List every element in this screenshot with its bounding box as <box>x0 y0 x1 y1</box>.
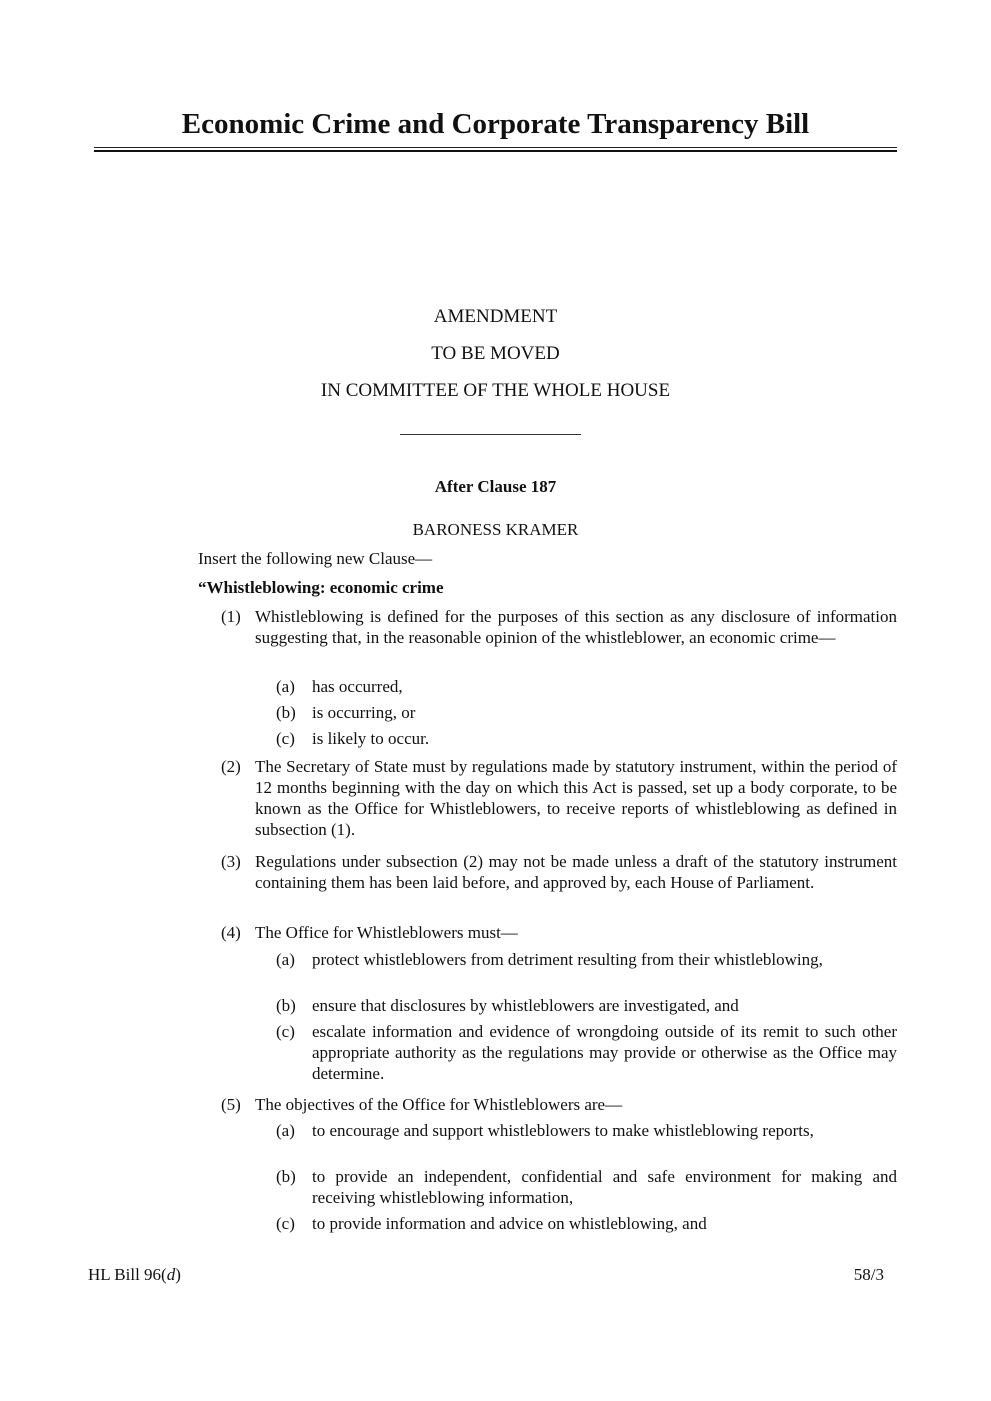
bill-ref-italic: d <box>166 1265 176 1284</box>
paragraph-1b <box>276 702 897 723</box>
header-amendment: AMENDMENT <box>433 306 558 327</box>
bill-title: Economic Crime and Corporate Transparency Bill <box>181 108 810 140</box>
paragraph-number: (b) <box>276 1167 296 1186</box>
paragraph-1a <box>276 676 897 697</box>
header-committee: IN COMMITTEE OF THE WHOLE HOUSE <box>320 380 671 401</box>
paragraph-text: has occurred, <box>312 677 403 696</box>
clause-position: After Clause 187 <box>434 477 557 496</box>
paragraph-text: to provide an independent, confidential and safe environment for making and receiving whistleblowing information, <box>312 1167 897 1207</box>
subsection-number: (5) <box>221 1095 241 1114</box>
paragraph-number: (b) <box>276 996 296 1015</box>
paragraph-5b <box>276 1166 897 1208</box>
paragraph-text: is likely to occur. <box>312 729 430 748</box>
separator-rule <box>400 434 581 435</box>
title-rule-thick <box>94 150 897 152</box>
paragraph-5c <box>276 1213 897 1234</box>
bill-ref-suffix: ) <box>175 1265 181 1284</box>
bill-ref-prefix: HL Bill 96( <box>88 1265 167 1284</box>
title-rule-thin <box>94 147 897 148</box>
paragraph-number: (b) <box>276 703 296 722</box>
paragraph-text: to encourage and support whistleblowers to make whistleblowing reports, <box>312 1121 814 1140</box>
subsection-1 <box>221 606 897 648</box>
new-clause-heading: “Whistleblowing: economic crime <box>198 578 444 597</box>
subsection-3 <box>221 851 897 893</box>
paragraph-4c <box>276 1021 897 1084</box>
paragraph-text: to provide information and advice on whistleblowing, and <box>312 1214 707 1233</box>
subsection-number: (1) <box>221 607 241 626</box>
subsection-2 <box>221 756 897 840</box>
insert-instruction: Insert the following new Clause— <box>198 549 433 568</box>
paragraph-text: ensure that disclosures by whistleblowers are investigated, and <box>312 996 739 1015</box>
paragraph-4b <box>276 995 897 1016</box>
paragraph-4a <box>276 949 897 970</box>
paragraph-number: (a) <box>276 950 295 969</box>
paragraph-number: (c) <box>276 729 295 748</box>
amendment-reference: 58/3 <box>853 1265 884 1284</box>
paragraph-number: (a) <box>276 1121 295 1140</box>
subsection-text: The Office for Whistleblowers must— <box>255 923 518 942</box>
subsection-4 <box>221 922 897 943</box>
subsection-text: Regulations under subsection (2) may not be made unless a draft of the statutory instrument containing them has been laid before, and approved by, each House of Parliament. <box>255 852 897 892</box>
paragraph-text: is occurring, or <box>312 703 416 722</box>
paragraph-text: protect whistleblowers from detriment resulting from their whistleblowing, <box>312 950 823 969</box>
subsection-text: The objectives of the Office for Whistleblowers are— <box>255 1095 623 1114</box>
paragraph-number: (c) <box>276 1214 295 1233</box>
subsection-text: Whistleblowing is defined for the purposes of this section as any disclosure of information suggesting that, in the reasonable opinion of the whistleblower, an economic crime— <box>255 607 897 647</box>
mover-name: BARONESS KRAMER <box>412 520 579 539</box>
paragraph-1c <box>276 728 897 749</box>
subsection-number: (3) <box>221 852 241 871</box>
subsection-5 <box>221 1094 897 1115</box>
paragraph-number: (a) <box>276 677 295 696</box>
subsection-text: The Secretary of State must by regulations made by statutory instrument, within the period of 12 months beginning with the day on which this Act is passed, set up a body corporate, to be known as the Office for Whistleblowers, to receive reports of whistleblowing as defined in subsection (1). <box>255 757 897 839</box>
header-to-be-moved: TO BE MOVED <box>431 343 560 364</box>
paragraph-number: (c) <box>276 1022 295 1041</box>
subsection-number: (2) <box>221 757 241 776</box>
subsection-number: (4) <box>221 923 241 942</box>
paragraph-text: escalate information and evidence of wrongdoing outside of its remit to such other appropriate authority as the regulations may provide or otherwise as the Office may determine. <box>312 1022 897 1083</box>
bill-reference <box>88 1264 181 1285</box>
paragraph-5a <box>276 1120 897 1141</box>
